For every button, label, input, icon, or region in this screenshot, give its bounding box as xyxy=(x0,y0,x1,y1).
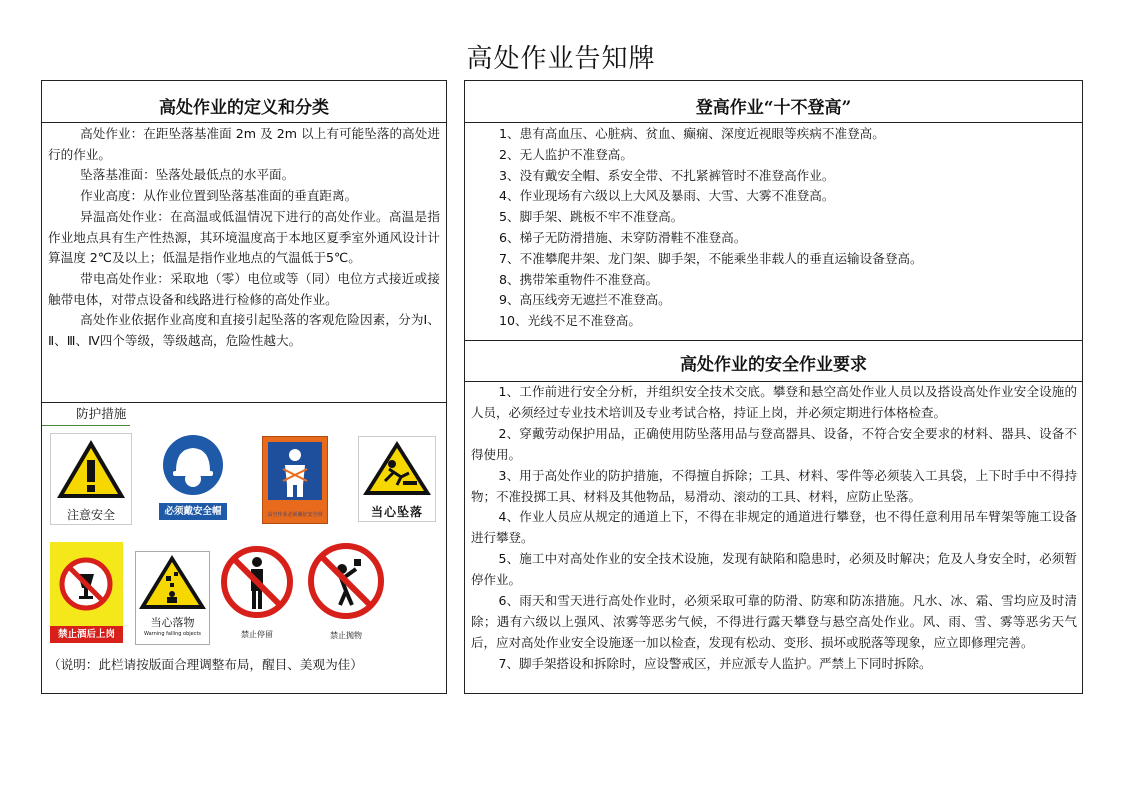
sign-label: 注意安全 xyxy=(66,508,115,522)
no-throwing-sign xyxy=(306,539,386,643)
sign-label: 当心坠落 xyxy=(370,505,423,519)
layout-note: （说明：此栏请按版面合理调整布局，醒目、美观为佳） xyxy=(48,657,363,672)
ten-rules-list xyxy=(499,124,1069,332)
falling-person-icon xyxy=(359,437,435,499)
left-panel xyxy=(41,80,447,694)
sign-label: 禁止酒后上岗 xyxy=(50,626,123,643)
right-bottom-panel xyxy=(464,340,1083,694)
helmet-icon xyxy=(159,433,227,499)
rule-item: 5、脚手架、跳板不牢不准登高。 xyxy=(499,209,684,225)
definition-paragraph: 坠落基准面：坠落处最低点的水平面。 xyxy=(80,167,295,183)
requirement-paragraph: 2、穿戴劳动保护用品，正确使用防坠落用品与登高器具、设备，不符合安全要求的材料、器具、设备不得使用。 xyxy=(471,425,1077,462)
divider xyxy=(42,402,446,403)
sign-sublabel: Warning falling objects xyxy=(143,631,202,637)
requirement-paragraph: 7、脚手架搭设和拆除时，应设警戒区，并应派专人监护。严禁上下同时拆除。 xyxy=(498,655,932,671)
protection-label: 防护措施 xyxy=(76,406,127,421)
definition-paragraph: 异温高处作业：在高温或低温情况下进行的高处作业。高温是指作业地点具有生产性热源，其环境温度高于本地区夏季室外通风设计计算温度 2℃及以上；低温是指作业地点的气温低于5℃。 xyxy=(48,208,440,266)
no-alcohol-sign xyxy=(50,542,123,642)
sign-label: 禁止抛物 xyxy=(330,631,362,640)
rule-item: 8、携带笨重物件不准登高。 xyxy=(499,271,659,287)
no-throwing-icon xyxy=(306,539,386,625)
rule-item: 4、作业现场有六级以上大风及暴雨、大雪、大雾不准登高。 xyxy=(499,188,835,204)
no-alcohol-icon xyxy=(50,542,123,622)
safety-requirements-text xyxy=(471,382,1077,675)
ten-rules-header: 登高作业“十不登高” xyxy=(695,98,852,118)
definition-paragraph: 高处作业依据作业高度和直接引起坠落的客观危险因素，分为Ⅰ、Ⅱ、Ⅲ、Ⅳ四个等级，等级越高，危险性越大。 xyxy=(48,312,440,349)
no-standing-sign xyxy=(219,542,295,642)
sign-label: 禁止停留 xyxy=(241,630,273,639)
requirement-paragraph: 5、施工中对高处作业的安全技术设施，发现有缺陷和隐患时，必须及时解决；危及人身安全时，必须暂停作业。 xyxy=(471,551,1077,588)
definition-text xyxy=(48,124,440,352)
rule-item: 2、无人监护不准登高。 xyxy=(499,146,633,162)
sign-label: 高空作业必须戴好安全带 xyxy=(267,512,323,518)
caution-triangle-icon xyxy=(51,434,131,502)
definition-paragraph: 高处作业：在距坠落基准面 2m 及 2m 以上有可能坠落的高处进行的作业。 xyxy=(48,126,440,162)
safety-belt-icon xyxy=(263,437,327,505)
requirement-paragraph: 4、作业人员应从规定的通道上下，不得在非规定的通道进行攀登，也不得任意利用吊车臂架等施工设备进行攀登。 xyxy=(471,509,1077,546)
sign-label: 必须戴安全帽 xyxy=(159,503,227,520)
safety-belt-sign xyxy=(262,436,328,524)
rule-item: 3、没有戴安全帽、系安全带、不扎紧裤管时不准登高作业。 xyxy=(499,167,835,183)
requirement-paragraph: 1、工作前进行安全分析，并组织安全技术交底。攀登和悬空高处作业人员以及搭设高处作业安全设施的人员，必须经过专业技术培训及专业考试合格，持证上岗，并必须定期进行体格检查。 xyxy=(471,384,1077,420)
rule-item: 7、不准攀爬井架、龙门架、脚手架，不能乘坐非载人的垂直运输设备登高。 xyxy=(499,250,923,266)
helmet-sign xyxy=(159,433,227,519)
page-title: 高处作业告知牌 xyxy=(466,44,656,74)
divider xyxy=(42,425,130,426)
requirement-paragraph: 3、用于高处作业的防护措施，不得擅自拆除；工具、材料、零件等必须装入工具袋，上下时手中不得持物；不准投掷工具、材料及其他物品，易滑动、滚动的工具、材料，应防止坠落。 xyxy=(471,467,1077,504)
rule-item: 6、梯子无防滑措施、未穿防滑鞋不准登高。 xyxy=(499,229,747,245)
caution-sign xyxy=(50,433,132,525)
rule-item: 9、高压线旁无遮拦不准登高。 xyxy=(499,292,671,308)
divider xyxy=(465,122,1082,123)
right-top-panel xyxy=(464,80,1083,341)
requirement-paragraph: 6、雨天和雪天进行高处作业时，必须采取可靠的防滑、防寒和防冻措施。凡水、冰、霜、雪均应及时清除；遇有六级以上强风、浓雾等恶劣气候，不得进行露天攀登与悬空高处作业。风、雨、雪、雾等恶劣天气后，应对高处作业安全设施逐一加以检查，发现有松动、变形、损坏或脱落等现象，应立即修理完善。 xyxy=(471,593,1077,650)
rule-item: 10、光线不足不准登高。 xyxy=(499,313,641,329)
definition-paragraph: 作业高度：从作业位置到坠落基准面的垂直距离。 xyxy=(80,188,358,204)
rule-item: 1、患有高血压、心脏病、贫血、癫痫、深度近视眼等疾病不准登高。 xyxy=(499,126,885,141)
definition-paragraph: 带电高处作业：采取地（零）电位或等（同）电位方式接近或接触带电体，对带点设备和线路进行检修的高处作业。 xyxy=(48,270,440,307)
left-section-header: 高处作业的定义和分类 xyxy=(159,98,329,118)
falling-sign xyxy=(358,436,436,522)
sign-label: 当心落物 xyxy=(150,616,195,629)
falling-objects-sign xyxy=(135,551,210,645)
no-standing-icon xyxy=(219,542,295,624)
falling-objects-icon xyxy=(136,552,209,612)
divider xyxy=(42,122,446,123)
safety-requirements-header: 高处作业的安全作业要求 xyxy=(680,355,867,375)
